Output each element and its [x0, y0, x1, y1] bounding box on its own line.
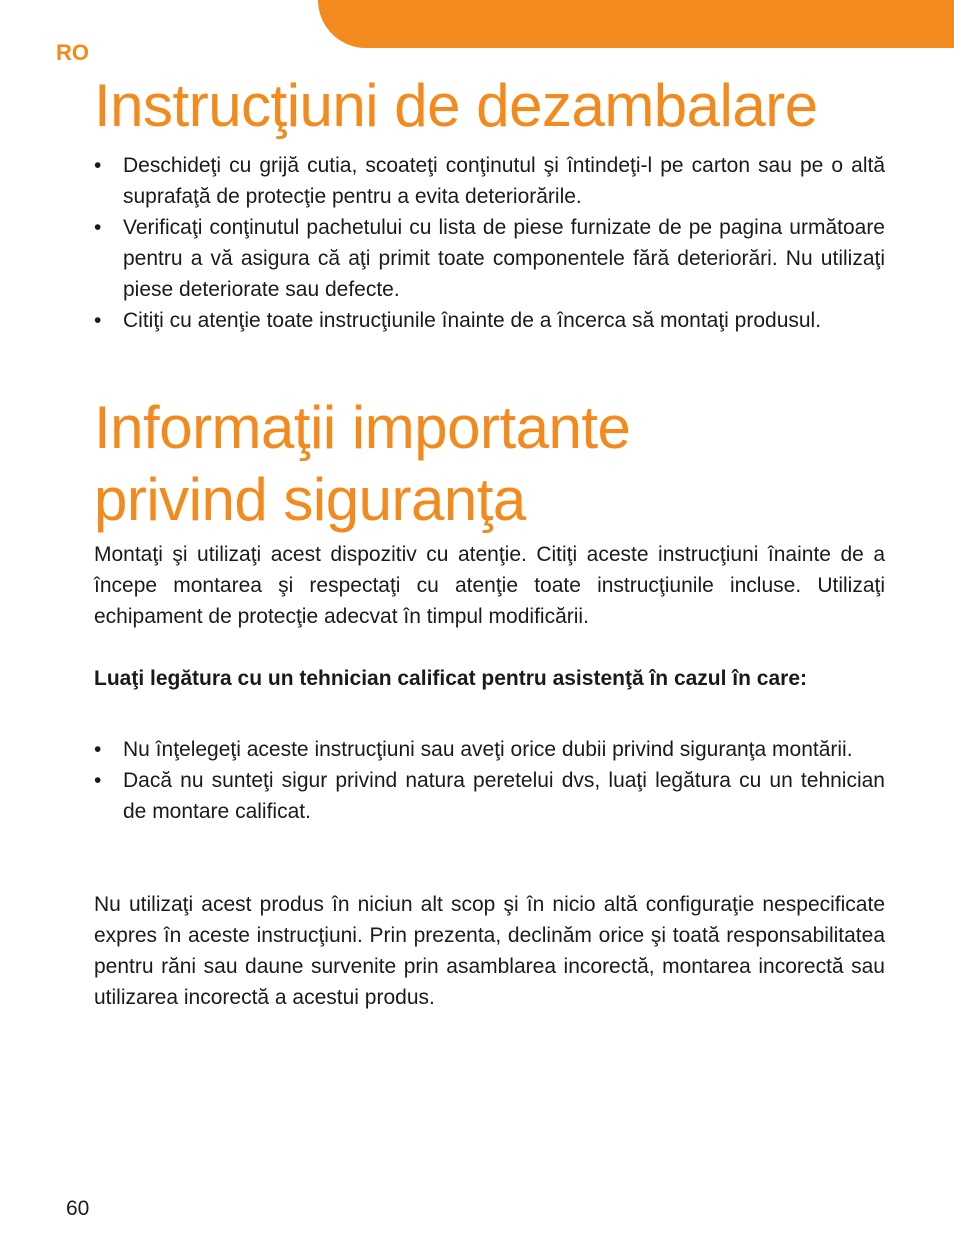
- safety-intro: Montaţi şi utilizaţi acest dispozitiv cu atenţie. Citiţi aceste instrucţiuni înainte de a începe montarea şi respectaţi cu atenţie toate instrucţiunile incluse. Utilizaţi echipament de protecţie adecvat în timpul modificării.: [94, 543, 885, 628]
- contact-heading: Luaţi legătura cu un tehnician calificat pentru asistenţă în cazul în care:: [94, 667, 808, 690]
- list-item: [94, 765, 885, 827]
- bullet-icon: •: [94, 309, 102, 332]
- bullet-icon: •: [94, 154, 102, 177]
- unpacking-title: Instrucţiuni de dezambalare: [94, 72, 818, 139]
- list-item-text: Verificaţi conţinutul pachetului cu lista de piese furnizate de pe pagina următoare pentru a vă asigura că aţi primit toate componentele fără deteriorări. Nu utilizaţi piese deteriorate sau defecte.: [123, 216, 885, 301]
- disclaimer-paragraph: Nu utilizaţi acest produs în niciun alt scop şi în nicio altă configuraţie nespecificate expres în aceste instrucţiuni. Prin prezenta, declinăm orice şi toată responsabilitatea pentru răni sau daune survenite prin asamblarea incorectă, montarea incorectă sau utilizarea incorectă a acestui produs.: [94, 893, 885, 1009]
- list-item: [94, 305, 885, 336]
- list-item: [94, 150, 885, 212]
- unpacking-list: [94, 150, 885, 336]
- language-label: RO: [56, 40, 89, 65]
- bullet-icon: •: [94, 738, 102, 761]
- list-item: [94, 212, 885, 305]
- list-item-text: Dacă nu sunteţi sigur privind natura peretelui dvs, luaţi legătura cu un tehnician de montare calificat.: [123, 769, 885, 823]
- contact-list: [94, 734, 885, 827]
- list-item-text: Deschideţi cu grijă cutia, scoateţi conţinutul şi întindeţi-l pe carton sau pe o altă suprafaţă de protecţie pentru a evita deteriorările.: [123, 154, 885, 208]
- bullet-icon: •: [94, 216, 102, 239]
- list-item-text: Nu înţelegeţi aceste instrucţiuni sau aveţi orice dubii privind siguranţa montării.: [123, 738, 853, 761]
- page-number: 60: [66, 1197, 90, 1220]
- header-accent-band: [318, 0, 954, 48]
- list-item: [94, 734, 885, 765]
- list-item-text: Citiţi cu atenţie toate instrucţiunile înainte de a încerca să montaţi produsul.: [123, 309, 822, 332]
- bullet-icon: •: [94, 769, 102, 792]
- safety-title: Informaţii importante privind siguranţa: [94, 394, 631, 533]
